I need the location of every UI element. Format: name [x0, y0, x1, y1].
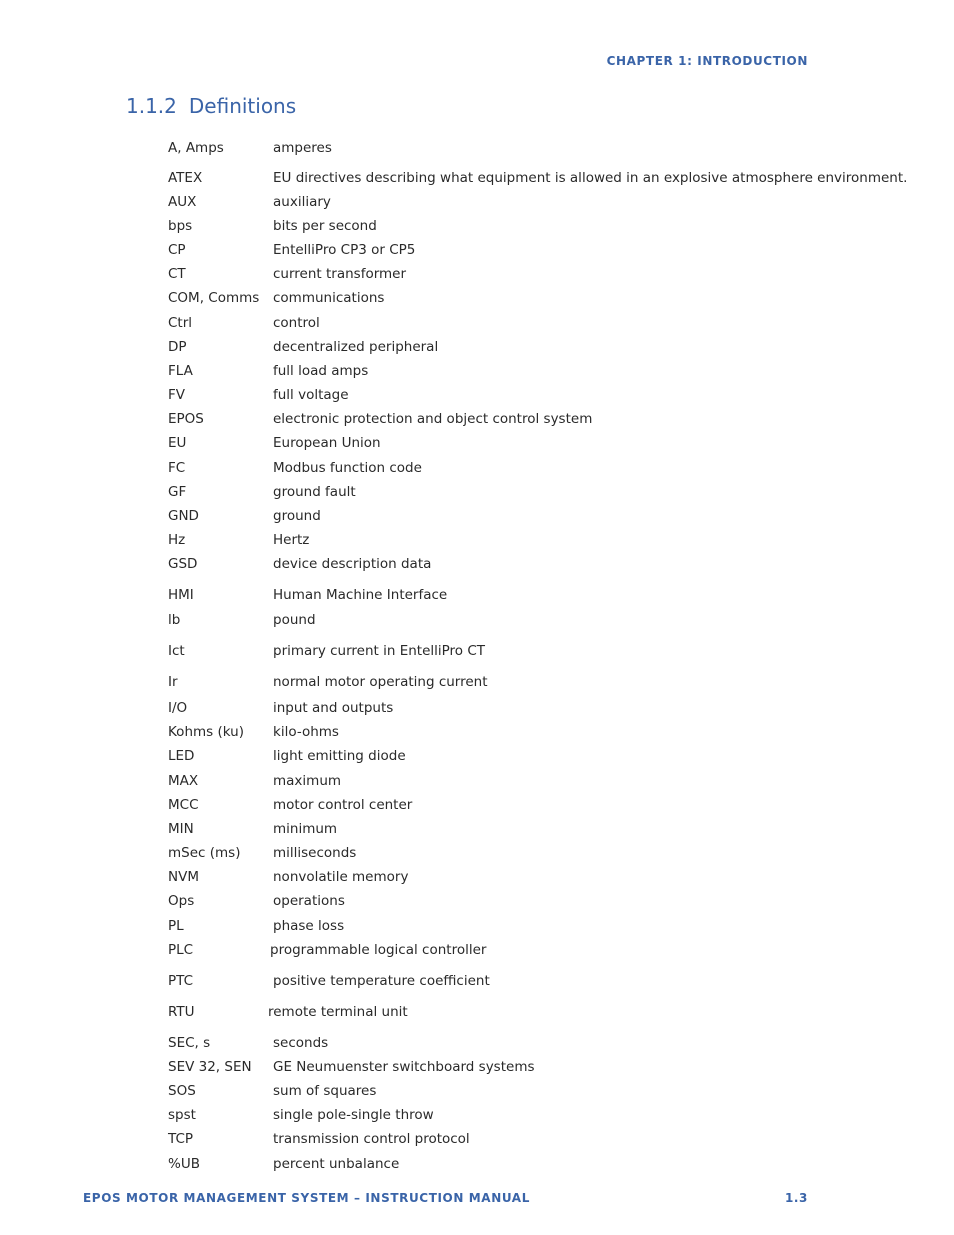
definition-description: bits per second: [273, 218, 377, 234]
definition-term: Ctrl: [168, 315, 193, 331]
definition-description: nonvolatile memory: [273, 869, 409, 885]
running-header: CHAPTER 1: INTRODUCTION: [606, 54, 808, 68]
definition-description: transmission control protocol: [273, 1131, 470, 1147]
definition-term: LED: [168, 748, 195, 764]
definition-term: I/O: [168, 700, 188, 716]
definition-description: seconds: [273, 1035, 329, 1051]
footer-title: EPOS MOTOR MANAGEMENT SYSTEM – INSTRUCTION MANUAL: [83, 1191, 530, 1205]
definition-term: GF: [168, 484, 187, 500]
definition-term: PL: [168, 918, 184, 934]
definition-description: EntelliPro CP3 or CP5: [273, 242, 416, 258]
definition-description: electronic protection and object control system: [273, 411, 593, 427]
definition-description: communications: [273, 290, 385, 306]
definition-description: amperes: [273, 140, 332, 156]
definition-term: MCC: [168, 797, 199, 813]
definition-description: European Union: [273, 435, 381, 451]
definition-description: device description data: [273, 556, 432, 572]
definition-description: primary current in EntelliPro CT: [273, 643, 486, 659]
definition-description: percent unbalance: [273, 1156, 400, 1172]
definition-description: control: [273, 315, 320, 331]
definition-term: EPOS: [168, 411, 204, 427]
definition-term: mSec (ms): [168, 845, 241, 861]
definition-description: kilo-ohms: [273, 724, 339, 740]
definition-description: programmable logical controller: [270, 942, 487, 958]
definition-term: NVM: [168, 869, 199, 885]
definition-term: Ir: [168, 674, 178, 690]
definition-term: FV: [168, 387, 186, 403]
definition-description: current transformer: [273, 266, 407, 282]
definition-term: EU: [168, 435, 187, 451]
definition-term: %UB: [168, 1156, 200, 1172]
definition-term: FC: [168, 460, 186, 476]
definition-term: MIN: [168, 821, 194, 837]
definition-term: HMI: [168, 587, 194, 603]
definition-term: GND: [168, 508, 199, 524]
definition-description: EU directives describing what equipment is allowed in an explosive atmosphere environment.: [273, 170, 908, 186]
definition-description: phase loss: [273, 918, 345, 934]
definition-term: PLC: [168, 942, 194, 958]
definition-term: Ict: [168, 643, 185, 659]
definition-description: full voltage: [273, 387, 349, 403]
definition-description: normal motor operating current: [273, 674, 488, 690]
definition-term: FLA: [168, 363, 193, 379]
definition-description: single pole-single throw: [273, 1107, 434, 1123]
definition-term: MAX: [168, 773, 199, 789]
definition-description: light emitting diode: [273, 748, 406, 764]
definition-description: GE Neumuenster switchboard systems: [273, 1059, 535, 1075]
definition-description: motor control center: [273, 797, 413, 813]
definition-description: Hertz: [273, 532, 310, 548]
definition-description: positive temperature coefficient: [273, 973, 490, 989]
definition-term: CT: [168, 266, 186, 282]
definition-description: ground fault: [273, 484, 356, 500]
definition-description: input and outputs: [273, 700, 394, 716]
definition-term: CP: [168, 242, 186, 258]
definition-term: DP: [168, 339, 187, 355]
definition-term: TCP: [168, 1131, 194, 1147]
definition-description: remote terminal unit: [268, 1004, 408, 1020]
definition-term: GSD: [168, 556, 198, 572]
definition-term: PTC: [168, 973, 194, 989]
definition-term: RTU: [168, 1004, 195, 1020]
definition-description: ground: [273, 508, 321, 524]
definition-description: milliseconds: [273, 845, 357, 861]
definition-term: SEC, s: [168, 1035, 211, 1051]
definition-term: AUX: [168, 194, 197, 210]
definition-description: pound: [273, 612, 316, 628]
footer-page-number: 1.3: [784, 1191, 808, 1205]
definition-description: maximum: [273, 773, 342, 789]
definition-term: SEV 32, SEN: [168, 1059, 252, 1075]
definition-term: lb: [168, 612, 181, 628]
definition-term: SOS: [168, 1083, 196, 1099]
definition-term: bps: [168, 218, 193, 234]
definition-term: ATEX: [168, 170, 203, 186]
definition-description: auxiliary: [273, 194, 331, 210]
definition-description: operations: [273, 893, 345, 909]
definition-description: Modbus function code: [273, 460, 422, 476]
definition-term: spst: [168, 1107, 196, 1123]
definition-description: sum of squares: [273, 1083, 377, 1099]
definition-term: Hz: [168, 532, 186, 548]
definition-description: minimum: [273, 821, 338, 837]
section-number: 1.1.2: [126, 94, 177, 118]
definition-description: Human Machine Interface: [273, 587, 448, 603]
definition-description: full load amps: [273, 363, 369, 379]
definition-term: Ops: [168, 893, 195, 909]
section-heading: [126, 94, 296, 118]
definition-term: A, Amps: [168, 140, 224, 156]
definition-term: Kohms (ku): [168, 724, 244, 740]
definition-term: COM, Comms: [168, 290, 260, 306]
section-title: Definitions: [188, 94, 297, 118]
definition-description: decentralized peripheral: [273, 339, 439, 355]
